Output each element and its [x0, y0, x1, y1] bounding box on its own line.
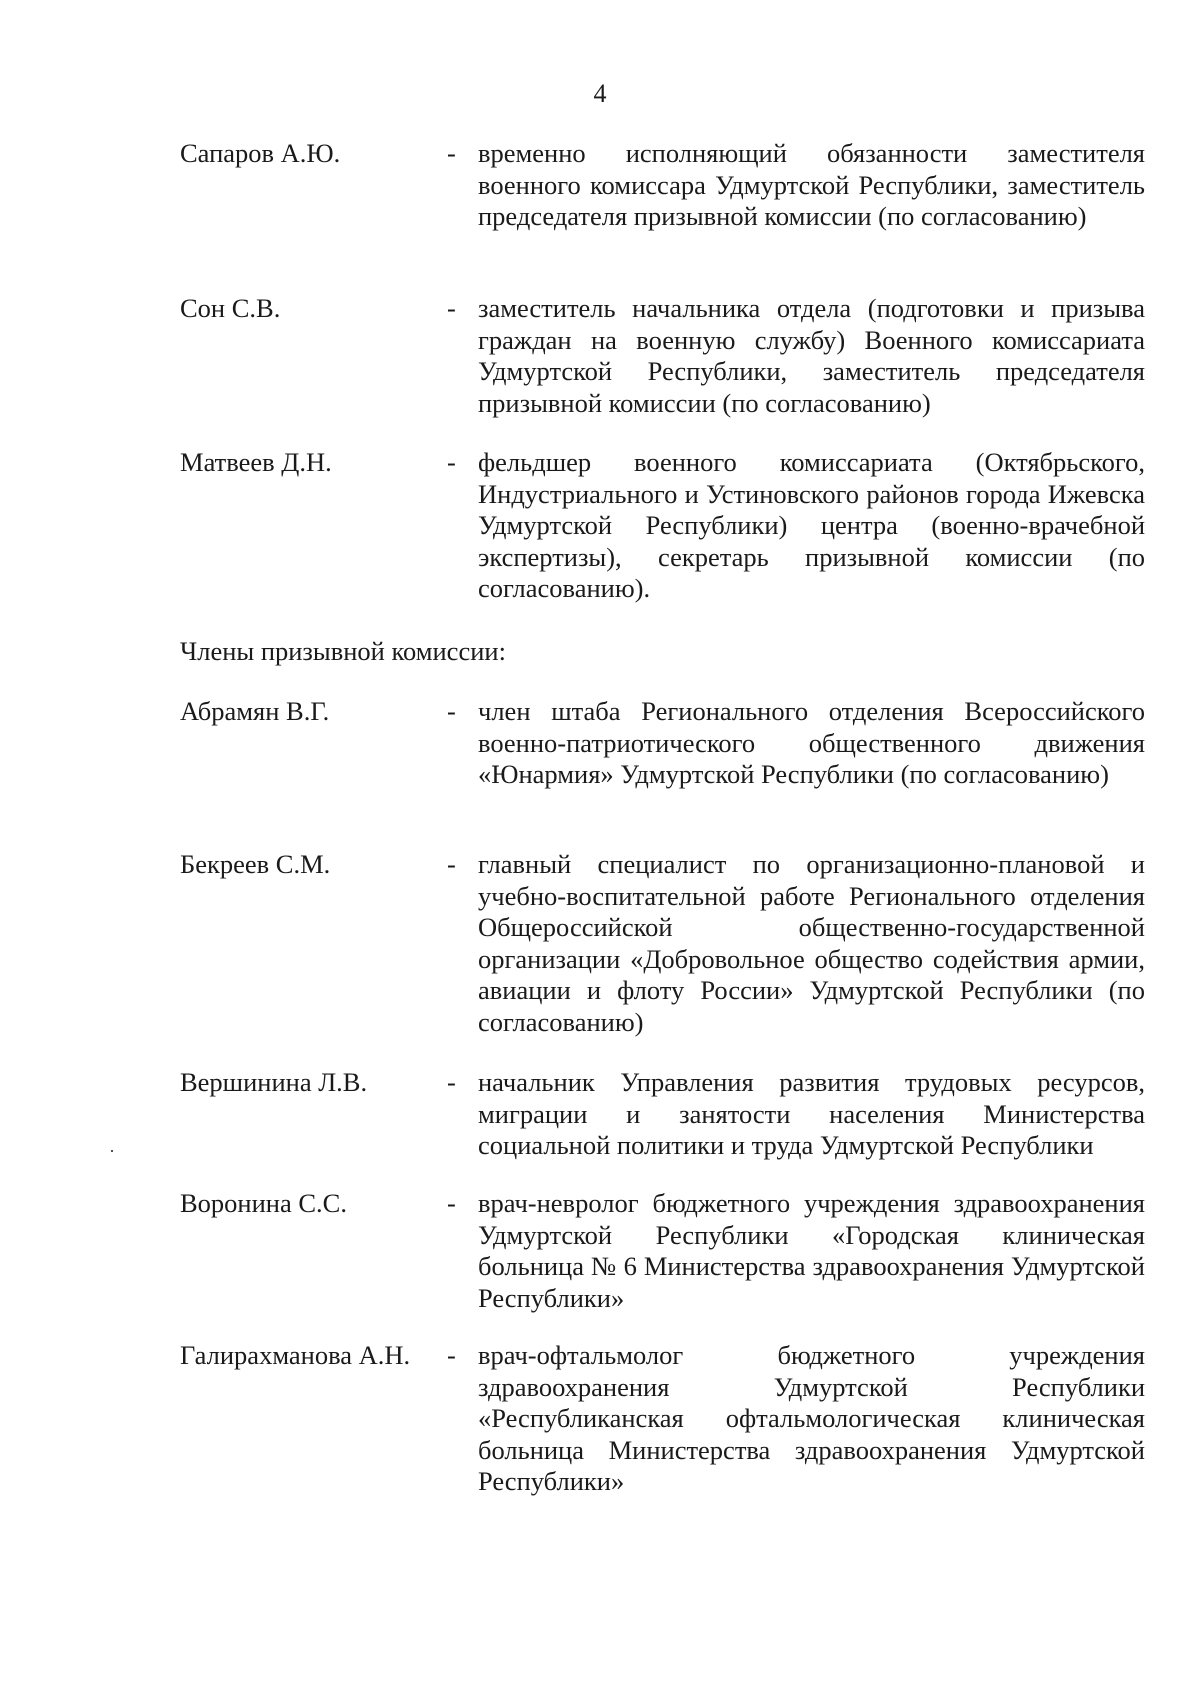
separator-dash: -	[447, 849, 456, 879]
person-name: Воронина С.С.	[180, 1188, 347, 1218]
separator-dash: -	[447, 1188, 456, 1218]
list-item	[180, 1188, 1145, 1314]
separator-dash: -	[447, 1340, 456, 1370]
position-description: заместитель начальника отдела (подготовки и призыва граждан на военную службу) Военного комиссариата Удмуртской Республики, заместитель председателя призывной комиссии (по согласованию)	[478, 293, 1145, 418]
scan-speck	[111, 1150, 113, 1152]
position-description: временно исполняющий обязанности заместителя военного комиссара Удмуртской Республики, заместитель председателя призывной комиссии (по согласованию)	[478, 138, 1145, 231]
separator-dash: -	[447, 447, 456, 477]
position-description: начальник Управления развития трудовых ресурсов, миграции и занятости населения Министерства социальной политики и труда Удмуртской Республики	[478, 1067, 1145, 1160]
list-item	[180, 447, 1145, 605]
position-description: врач-офтальмолог бюджетного учреждения здравоохранения Удмуртской Республики «Республиканская офтальмологическая клиническая больница Министерства здравоохранения Удмуртской Республики»	[478, 1340, 1145, 1496]
separator-dash: -	[447, 293, 456, 323]
list-item	[180, 1340, 1145, 1498]
list-item	[180, 1067, 1145, 1162]
position-description: фельдшер военного комиссариата (Октябрьского, Индустриального и Устиновского районов города Ижевска Удмуртской Республики) центра (военно-врачебной экспертизы), секретарь призывной комиссии (по согласованию).	[478, 447, 1145, 603]
list-item	[180, 138, 1145, 233]
person-name: Матвеев Д.Н.	[180, 447, 332, 477]
person-name: Сон С.В.	[180, 293, 281, 323]
position-description: врач-невролог бюджетного учреждения здравоохранения Удмуртской Республики «Городская клиническая больница № 6 Министерства здравоохранения Удмуртской Республики»	[478, 1188, 1145, 1313]
separator-dash: -	[447, 696, 456, 726]
separator-dash: -	[447, 138, 456, 168]
position-description: член штаба Регионального отделения Всероссийского военно-патриотического общественного движения «Юнармия» Удмуртской Республики (по согласованию)	[478, 696, 1145, 789]
page-number: 4	[593, 79, 607, 108]
person-name: Сапаров А.Ю.	[180, 138, 341, 168]
person-name: Галирахманова А.Н.	[180, 1340, 411, 1370]
list-item	[180, 696, 1145, 791]
section-heading: Члены призывной комиссии:	[180, 636, 506, 666]
position-description: главный специалист по организационно-плановой и учебно-воспитательной работе Регионального отделения Общероссийской общественно-государственной организации «Добровольное общество содействия армии, авиации и флоту России» Удмуртской Республики (по согласованию)	[478, 849, 1145, 1037]
separator-dash: -	[447, 1067, 456, 1097]
list-item	[180, 849, 1145, 1038]
person-name: Абрамян В.Г.	[180, 696, 330, 726]
list-item	[180, 293, 1145, 419]
person-name: Бекреев С.М.	[180, 849, 331, 879]
person-name: Вершинина Л.В.	[180, 1067, 368, 1097]
